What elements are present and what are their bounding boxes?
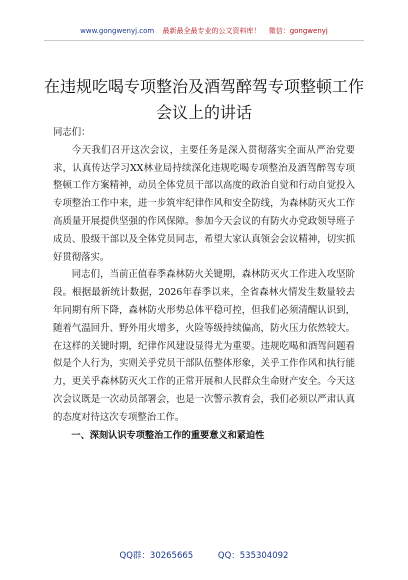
header-divider (44, 40, 364, 41)
header-slogan: 最新最全最专业的公文资料库！ (162, 27, 261, 35)
salutation: 同志们： (53, 127, 91, 138)
page-footer (0, 550, 408, 562)
section-heading: 一、深刻认识专项整治工作的重要意义和紧迫性 (71, 429, 265, 441)
title-line-1: 在违规吃喝专项整治及酒驾醉驾专项整顿工作 (43, 77, 364, 96)
header-site-link[interactable]: www.gongwenyj.com (80, 27, 155, 35)
header-wechat: 微信：gongwenyj (268, 27, 328, 35)
document-body (53, 124, 355, 444)
paragraph: 同志们，当前正值春季森林防火关键期，森林防灭火工作进入攻坚阶段。根据最新统计数据，2026年春季以来，全省森林火情发生数量较去年同期有所下降，森林防火形势总体平稳可控，但我们必须清醒认识到，随着气温回升、野外用火增多，火险等级持续偏高，防火压力依然较大。在这样的关键时期，纪律作风建设显得尤为重要。违规吃喝和酒驾问题看似是个人行为，实则关乎党员干部队伍整体形象，关乎工作作风和执行能力，更关乎森林防灭火工作的正常开展和人民群众生命财产安全。今天这次会议既是一次动员部署会，也是一次警示教育会，我们必须以严肃认真的态度对待这次专项整治工作。 (53, 269, 355, 423)
page-header (0, 26, 408, 36)
footer-qq: QQ：535304092 (217, 551, 289, 561)
footer-qq-group: QQ群：30265665 (119, 551, 194, 561)
paragraph: 今天我们召开这次会议，主要任务是深入贯彻落实全面从严治党要求，认真传达学习XX林业局持续深化违规吃喝专项整治及酒驾醉驾专项整顿工作方案精神，动员全体党员干部以高度的政治自觉和行动自觉投入专项整治工作中来，进一步筑牢纪律作风和安全防线，为森林防灭火工作高质量开展提供坚强的作风保障。参加今天会议的有防火办党政领导班子成员、股级干部以及全体党员同志，希望大家认真领会会议精神，切实抓好贯彻落实。 (53, 144, 355, 263)
document-title (40, 74, 368, 126)
title-line-2: 会议上的讲话 (155, 103, 252, 122)
